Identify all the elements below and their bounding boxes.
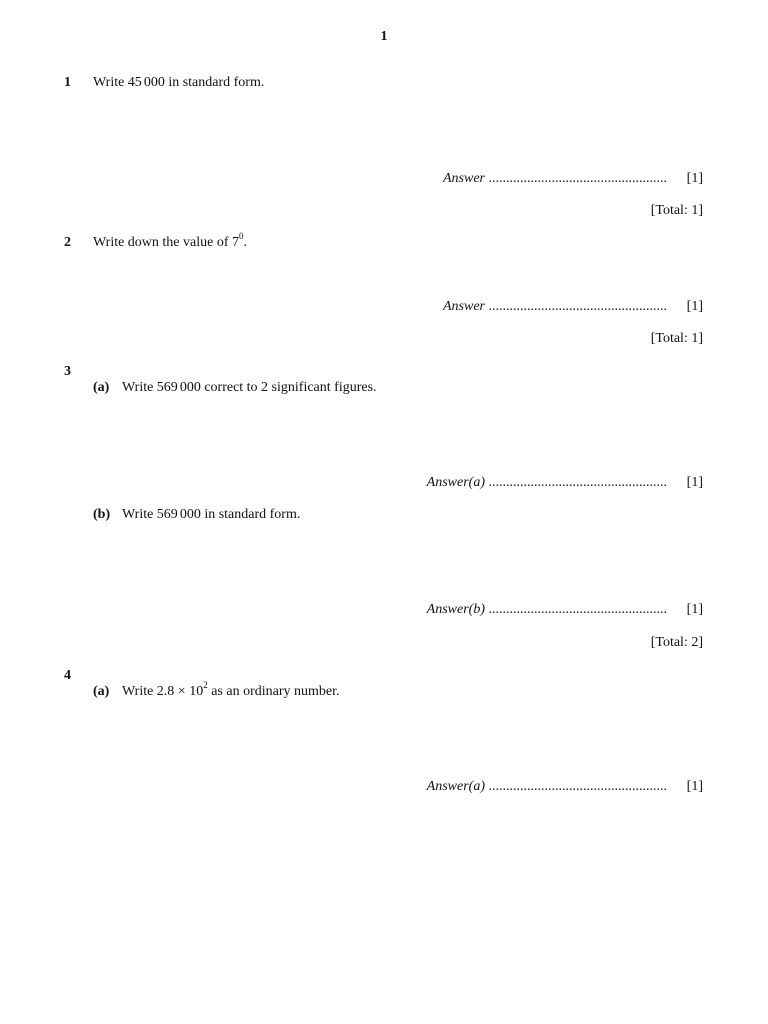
question-3b-text <box>122 508 300 522</box>
question-1-mark: [1] <box>686 171 703 186</box>
question-3a-text-post: 000 correct to 2 significant figures. <box>179 380 377 395</box>
question-2-answer-label: Answer <box>443 299 485 314</box>
question-2-text-post: . <box>243 235 248 250</box>
question-4a-mark: [1] <box>686 779 703 794</box>
question-3a-answer-label: Answer(a) <box>426 475 485 490</box>
question-4a-label: (a) <box>93 684 110 699</box>
question-3a-label: (a) <box>93 380 110 395</box>
question-1-text <box>93 76 264 90</box>
question-3a-text <box>122 381 377 395</box>
question-3-number: 3 <box>64 364 71 379</box>
question-1-number: 1 <box>64 75 71 90</box>
question-2-answer-dots[interactable]: ................................................... <box>488 299 667 314</box>
question-2-number: 2 <box>64 235 71 250</box>
question-4a-text-post: as an ordinary number. <box>207 684 340 699</box>
question-3b-answer-line <box>427 603 667 617</box>
question-2-exponent: 0 <box>239 231 244 242</box>
question-1-text-post: 000 in standard form. <box>143 75 265 90</box>
question-4a-answer-dots[interactable]: ................................................... <box>488 779 667 794</box>
question-4a-exponent: 2 <box>203 680 208 691</box>
question-1-answer-label: Answer <box>443 171 485 186</box>
question-2-total: [Total: 1] <box>650 331 703 346</box>
question-2-text-pre: Write down the value of <box>93 235 233 250</box>
question-3b-answer-dots[interactable]: ................................................... <box>488 602 667 617</box>
page-number: 1 <box>380 29 388 44</box>
question-1-answer-line <box>443 172 667 186</box>
question-4a-text-pre: Write 2.8 × 10 <box>122 684 204 699</box>
question-4a-answer-line <box>427 780 667 794</box>
question-1-total: [Total: 1] <box>650 203 703 218</box>
question-3b-label: (b) <box>93 507 111 522</box>
question-4a-answer-label: Answer(a) <box>426 779 485 794</box>
question-3b-text-pre: Write 569 <box>122 507 178 522</box>
question-3a-text-pre: Write 569 <box>122 380 178 395</box>
question-3-total: [Total: 2] <box>650 635 703 650</box>
question-2-base: 7 <box>232 235 240 250</box>
question-4a-text <box>122 680 340 699</box>
question-3a-answer-line <box>427 476 667 490</box>
question-3b-mark: [1] <box>686 602 703 617</box>
question-3a-answer-dots[interactable]: ................................................... <box>488 475 667 490</box>
question-2-mark: [1] <box>686 299 703 314</box>
question-3b-text-post: 000 in standard form. <box>179 507 301 522</box>
question-2-answer-line <box>443 300 667 314</box>
question-4-number: 4 <box>64 668 71 683</box>
question-3a-mark: [1] <box>686 475 703 490</box>
question-1-text-pre: Write 45 <box>93 75 142 90</box>
question-3b-answer-label: Answer(b) <box>426 602 485 617</box>
question-2-text <box>93 231 248 250</box>
question-1-answer-dots[interactable]: ................................................... <box>488 171 667 186</box>
